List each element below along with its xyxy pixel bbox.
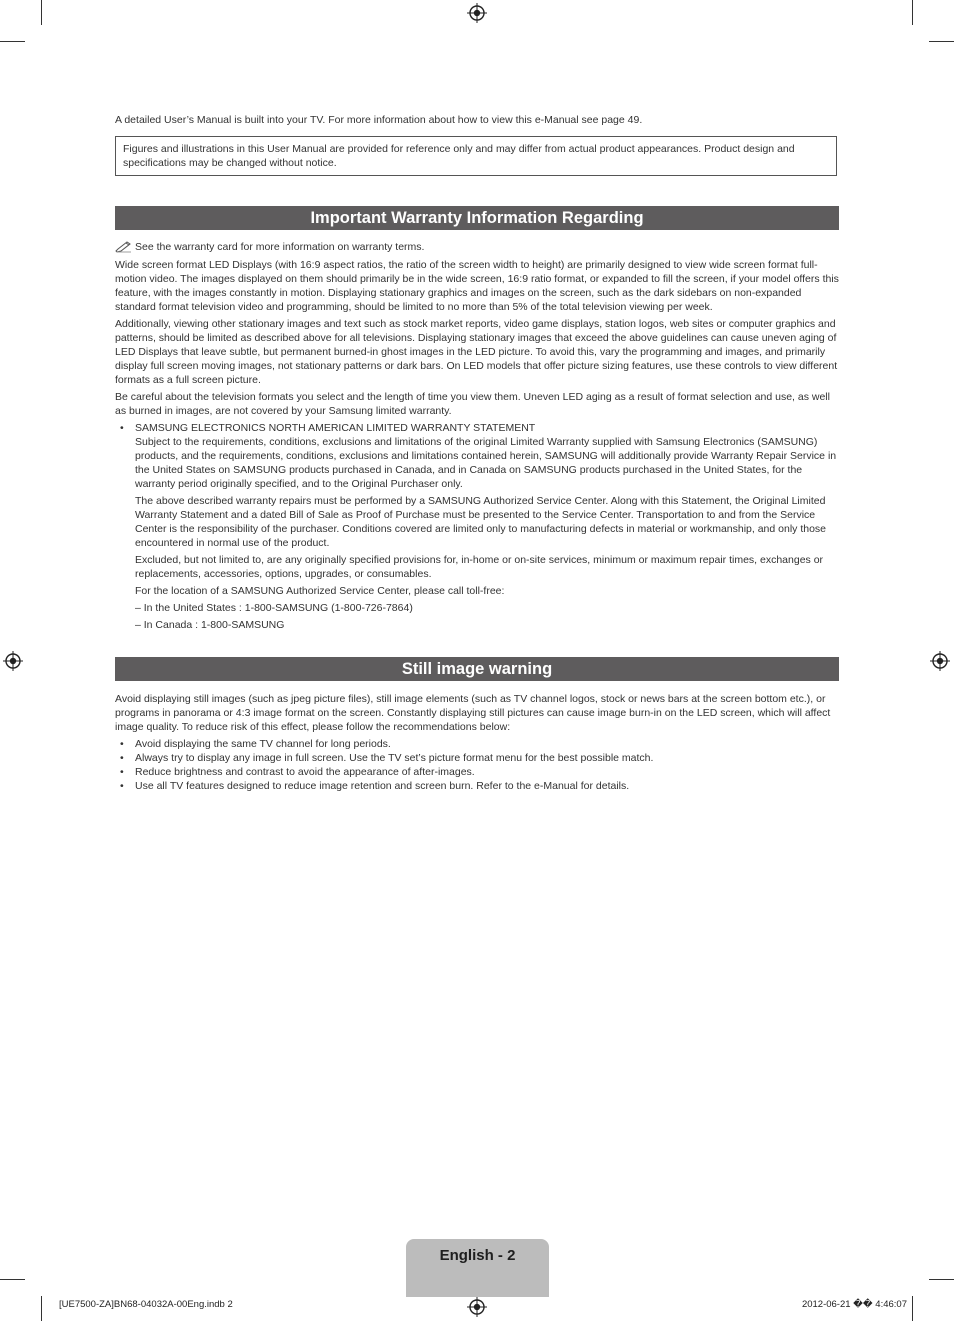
warranty-section — [115, 240, 839, 635]
still-image-bullet-text: Reduce brightness and contrast to avoid the appearance of after-images. — [135, 766, 475, 778]
crop-mark — [912, 0, 913, 25]
warranty-statement-paragraph: Excluded, but not limited to, are any originally specified provisions for, in-home or on-site services, minimum or maximum repair times, exchanges or replacements, accessories, options, upgrades, or consumables. — [135, 554, 824, 580]
contact-line-canada: – In Canada : 1-800-SAMSUNG — [135, 619, 285, 631]
bullet-marker: • — [120, 738, 124, 750]
warranty-paragraph: Wide screen format LED Displays (with 16:9 aspect ratios, the ratio of the screen width to height) are primarily designed to view wide screen format full-motion video. The images displayed on them should primarily be in the wide screen, 16:9 ratio format, or expanded to fill the screen, if your model offers this feature, with the images constantly in motion. Displaying stationary graphics and images on the screen, such as the dark sidebars on non-expanded standard format television video and programming, should be limited to no more than 5% of the total television viewing per week. — [115, 259, 839, 313]
still-image-bullet — [115, 737, 839, 751]
still-image-bullet — [115, 779, 839, 793]
warranty-note — [115, 240, 839, 254]
still-image-bullet-text: Avoid displaying the same TV channel for long periods. — [135, 738, 391, 750]
crop-mark — [0, 1279, 25, 1280]
still-image-section — [115, 692, 839, 793]
registration-target-icon — [467, 3, 487, 23]
crop-mark — [41, 0, 42, 25]
notice-box: Figures and illustrations in this User Manual are provided for reference only and may differ from actual product appearances. Product design and specifications may be changed without notice. — [115, 136, 837, 176]
registration-target-icon — [3, 651, 23, 671]
page-number-tab — [406, 1239, 549, 1297]
still-image-bullet — [115, 751, 839, 765]
warranty-statement-paragraph: For the location of a SAMSUNG Authorized Service Center, please call toll-free: — [135, 585, 505, 597]
warranty-bullet — [115, 421, 839, 635]
crop-mark — [41, 1296, 42, 1321]
still-image-intro: Avoid displaying still images (such as jpeg picture files), still image elements (such as TV channel logos, stock or news bars at the screen bottom etc.), or programs in panorama or 4:3 image format on the screen. Constantly displaying still pictures can cause image burn-in on the LED screen, which will affect image quality. To reduce risk of this effect, please follow the recommendations below: — [115, 693, 831, 733]
crop-mark — [929, 1279, 954, 1280]
pencil-note-icon — [115, 241, 132, 253]
still-image-bullet-text: Use all TV features designed to reduce image retention and screen burn. Refer to the e-Manual for details. — [135, 780, 630, 792]
still-image-bullet — [115, 765, 839, 779]
bullet-marker: • — [120, 766, 124, 778]
print-timestamp: 2012-06-21 �� 4:46:07 — [801, 1299, 907, 1310]
crop-mark — [929, 41, 954, 42]
page-number-label: English - 2 — [439, 1247, 516, 1264]
warranty-statement-paragraph: The above described warranty repairs must be performed by a SAMSUNG Authorized Service Center. Along with this Statement, the Original Limited Warranty Statement and a dated Bill of Sale as Proof of Purchase must be presented to the Service Center. Transportation to and from the Service Center is the responsibility of the purchaser. Conditions covered are limited only to manufacturing defects in material or workmanship, and only those encountered in normal use of the product. — [135, 495, 827, 549]
bullet-marker: • — [120, 752, 124, 764]
intro-text: A detailed User’s Manual is built into your TV. For more information about how to view this e-Manual see page 49. — [115, 114, 643, 126]
warranty-statement-paragraph: Subject to the requirements, conditions, exclusions and limitations of the original Limited Warranty supplied with Samsung Electronics (SAMSUNG) products, and the requirements, conditions, exclusions and limitations contained herein, SAMSUNG will additionally provide Warranty Repair Service in the United States on SAMSUNG products purchased in Canada, and in Canada on SAMSUNG products purchased in the United States, for the warranty period originally specified, and to the Original Purchaser only. — [135, 436, 837, 490]
still-image-bullet-text: Always try to display any image in full screen. Use the TV set’s picture format menu for the best possible match. — [135, 752, 654, 764]
crop-mark — [0, 41, 25, 42]
section-title-warranty: Important Warranty Information Regarding — [115, 206, 839, 230]
section-title-still-image: Still image warning — [115, 657, 839, 681]
file-slug: [UE7500-ZA]BN68-04032A-00Eng.indb 2 — [59, 1299, 233, 1310]
crop-mark — [912, 1296, 913, 1321]
contact-line-us: – In the United States : 1-800-SAMSUNG (1-800-726-7864) — [135, 602, 413, 614]
bullet-marker: • — [120, 780, 124, 792]
registration-target-icon — [467, 1297, 487, 1317]
registration-target-icon — [930, 651, 950, 671]
warranty-statement-heading: SAMSUNG ELECTRONICS NORTH AMERICAN LIMITED WARRANTY STATEMENT — [135, 422, 536, 434]
bullet-marker: • — [120, 422, 124, 434]
warranty-note-text: See the warranty card for more information on warranty terms. — [135, 241, 425, 253]
warranty-paragraph: Additionally, viewing other stationary images and text such as stock market reports, video game displays, station logos, web sites or computer graphics and patterns, should be limited as described above for all televisions. Displaying stationary images that exceed the above guidelines can cause uneven aging of LED Displays that leave subtle, but permanent burned-in ghost images in the LED picture. To avoid this, vary the programming and images, and primarily display full screen moving images, not stationary patterns or dark bars. On LED models that offer picture sizing features, use these controls to view different formats as a full screen picture. — [115, 318, 838, 386]
warranty-paragraph: Be careful about the television formats you select and the length of time you view them. Uneven LED aging as a result of format selection and use, as well as burned in images, are not covered by your Samsung limited warranty. — [115, 391, 830, 417]
